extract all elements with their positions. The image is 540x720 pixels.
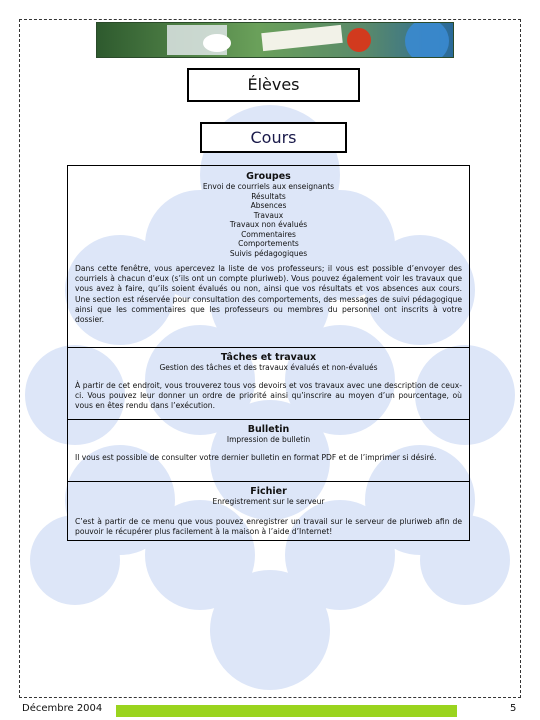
list-item: Commentaires [241, 229, 296, 239]
list-item: Comportements [238, 239, 299, 248]
list-item: Suivis pédagogiques [229, 248, 308, 258]
banner-image [96, 22, 454, 58]
list-item: Résultats [251, 191, 286, 201]
list-item: Enregistrement sur le serveur [212, 497, 325, 506]
section-description-bulletin: Il vous est possible de consulter votre dernier bulletin en format PDF et de l’imprimer si désiré. [75, 452, 437, 462]
list-item: Gestion des tâches et des travaux évalués et non-évalués [159, 363, 378, 372]
list-item: Absences [250, 201, 287, 210]
list-item: Impression de bulletin [226, 435, 311, 444]
section-title-bulletin: Bulletin [247, 424, 290, 435]
list-item: Travaux non évalués [229, 220, 308, 229]
section-taches [68, 348, 469, 420]
section-title-groupes: Groupes [246, 171, 291, 182]
section-title-fichier: Fichier [250, 486, 287, 497]
section-description-groupes: Dans cette fenêtre, vous apercevez la liste de vos professeurs; il vous est possible d’envoyer des courriels à chacun d’eux (s’ils ont un compte pluriweb). Vous pouvez également voir les travaux que vous avez à faire, qu’ils soient évalués ou non, ainsi que vos résultats et vos absences aux cours. Une section est réservée pour consultation des comportements, des messages de suivi pédagogique ainsi que les commentaires que les professeurs ou membres du personnel ont inscrits à votre dossier. [75, 264, 462, 325]
page-title-eleves: Élèves [187, 68, 360, 102]
page-subtitle-cours: Cours [200, 122, 347, 153]
section-bulletin [68, 420, 469, 482]
section-description-taches: À partir de cet endroit, vous trouverez tous vos devoirs et vos travaux avec une description de ceux-ci. Vous pouvez leur donner un ordre de priorité ainsi qu’inscrire au moyen d’un pourcentage, où vous en êtes rendu dans l’exécution. [75, 380, 462, 410]
footer-date: Décembre 2004 [22, 703, 103, 714]
section-groupes [68, 166, 469, 348]
content-table [67, 165, 470, 541]
section-description-fichier: C’est à partir de ce menu que vous pouvez enregistrer un travail sur le serveur de pluriweb afin de pouvoir le récupérer plus facilement à la maison à l’aide d’Internet! [75, 516, 462, 536]
section-title-taches: Tâches et travaux [220, 352, 317, 363]
page-number: 5 [510, 703, 517, 714]
list-item: Travaux [253, 210, 284, 220]
footer-bar [116, 705, 457, 717]
list-item: Envoi de courriels aux enseignants [202, 182, 335, 191]
section-fichier [68, 482, 469, 540]
